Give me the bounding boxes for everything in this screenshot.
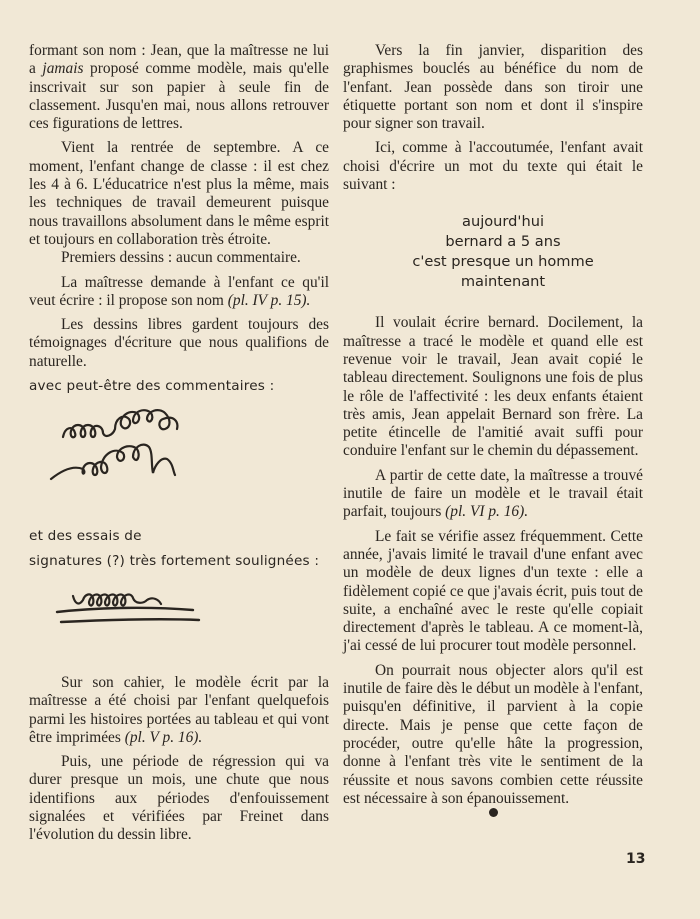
paragraph: Puis, une période de régression qui va durer presque un mois, une chute que nous identifions aux périodes d'enfouissement signalées et vérifiées par Freinet dans l'évolution du dessin libre. — [29, 753, 329, 844]
bullet-ornament — [489, 808, 498, 817]
caption: signatures (?) très fortement soulignées : — [29, 552, 320, 569]
paragraph: A partir de cette date, la maîtresse a trouvé inutile de faire un modèle et le travail était parfait, toujours (pl. VI p. 16). — [343, 466, 643, 521]
quoted-line: aujourd'hui — [462, 213, 544, 231]
quoted-line: maintenant — [460, 273, 546, 291]
paragraph: Ici, comme à l'accoutumée, l'enfant avait choisi d'écrire un mot du texte qui était le suivant : — [343, 139, 643, 194]
paragraph: Sur son cahier, le modèle écrit par la maîtresse a été choisi par l'enfant quelquefois parmi les histoires portées au tableau et qui vont être imprimées (pl. V p. 16). — [29, 673, 329, 746]
paragraph: Les dessins libres gardent toujours des témoignages d'écriture que nous qualifions de naturelle. — [29, 316, 329, 370]
paragraph: formant son nom : Jean, que la maîtresse ne lui a jamais proposé comme modèle, mais qu'elle inscrivait sur son papier à seule fin de classement. Jusqu'en mai, nous allons retrouver ces figurations de lettres. — [29, 42, 329, 133]
quoted-text — [343, 212, 643, 292]
loop-scribble-drawing — [43, 395, 223, 495]
paragraph: On pourrait nous objecter alors qu'il est inutile de faire dès le début un modèle à l'enfant, puisqu'en définitive, il parvient à la copie directe. Mais je pense que cette façon de procéder, outre qu'elle hâte la progression, donne à l'enfant très vite le sentiment de la réussite et nous savons combien cette réussite est nécessaire à son épanouissement. — [343, 661, 643, 807]
quoted-line: bernard a 5 ans — [445, 233, 561, 251]
underlined-signature-drawing — [43, 570, 223, 640]
caption: et des essais de — [29, 528, 142, 545]
right-column — [343, 42, 643, 808]
paragraph: Premiers dessins : aucun commentaire. — [61, 249, 301, 267]
paragraph: Vers la fin janvier, disparition des graphismes bouclés au bénéfice du nom de l'enfant. Jean possède dans son tiroir une étiquette portant son nom et dont il s'inspire pour signer son travail. — [343, 42, 643, 133]
quoted-line: c'est presque un homme — [412, 253, 594, 271]
left-column — [29, 42, 329, 845]
paragraph: Il voulait écrire bernard. Docilement, la maîtresse a tracé le modèle et quand elle est revenue voir le travail, Jean avait copié le tableau directement. Soulignons une fois de plus le rôle de l'affectivité : les deux enfants étaient très amis, Jean appelait Bernard son frère. La petite étincelle de l'amitié avait suffi pour conduire l'enfant sur le chemin du dépassement. — [343, 314, 643, 460]
caption: avec peut-être des commentaires : — [29, 378, 275, 395]
page-number: 13 — [626, 851, 646, 867]
paragraph: Vient la rentrée de septembre. A ce moment, l'enfant change de classe : il est chez les 4 à 6. L'éducatrice n'est plus la même, mais les techniques de travail demeurent puisque nous travaillons absolument dans le même esprit et toujours en collaboration très étroite. — [29, 139, 329, 248]
paragraph: Le fait se vérifie assez fréquemment. Cette année, j'avais limité le travail d'une enfant avec un modèle de deux lignes d'un texte : elle a fidèlement copié ce que j'avais écrit, puis tout de suite, a enchaîné avec le reste qu'elle copiait directement d'après le tableau. A ce moment-là, j'ai cessé de lui procurer tout modèle personnel. — [343, 527, 643, 655]
paragraph: La maîtresse demande à l'enfant ce qu'il veut écrire : il propose son nom (pl. IV p. 15). — [29, 273, 329, 309]
